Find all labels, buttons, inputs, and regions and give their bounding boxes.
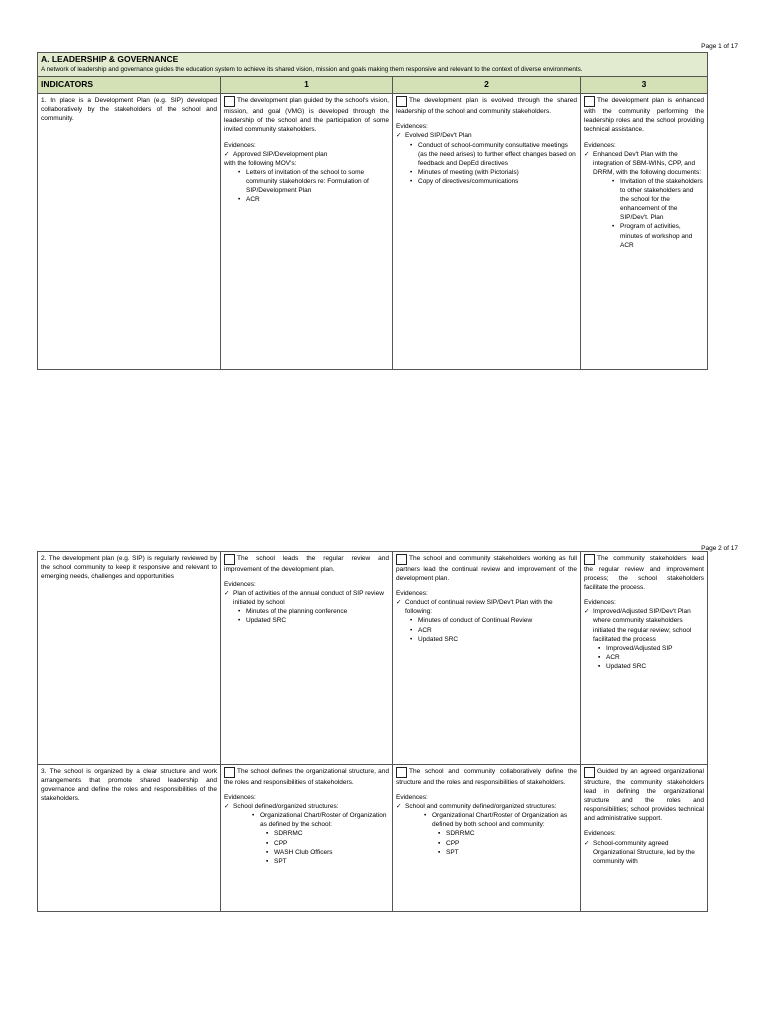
- list-item: • Minutes of conduct of Continual Review: [410, 616, 577, 625]
- checkbox[interactable]: [584, 96, 595, 107]
- checkmark-icon: ✓: [584, 839, 590, 847]
- checkbox[interactable]: [396, 96, 407, 107]
- level-description: The community stakeholders lead the regular review and improvement process; the school stakeholders facilitate the process.: [584, 555, 704, 592]
- list-item: ▪ CPP: [438, 839, 577, 848]
- evidences-label: Evidences:: [224, 794, 256, 802]
- evidence-item: ✓ School defined/organized structures:: [224, 803, 339, 811]
- level-2-cell: [393, 552, 581, 765]
- list-item: ▪ Updated SRC: [598, 662, 704, 671]
- column-header-row: [38, 77, 708, 94]
- indicators-header: INDICATORS: [38, 77, 221, 94]
- level-description: The school and community stakeholders working as full partners lead the continual review and improvement of the development plan.: [396, 555, 577, 583]
- rubric-table-page-2: [37, 551, 708, 912]
- evidences-label: Evidences:: [396, 123, 428, 131]
- evidences-label: Evidences:: [396, 590, 428, 598]
- table-row: [38, 765, 708, 912]
- evidence-item: ✓ School and community defined/organized structures:: [396, 803, 557, 811]
- list-item: ▪ Improved/Adjusted SIP: [598, 644, 704, 653]
- level-description: The development plan is evolved through the shared leadership of the school and community stakeholders.: [396, 97, 577, 116]
- list-item: • Updated SRC: [238, 616, 389, 625]
- indicator-text: 1. In place is a Development Plan (e.g. SIP) developed collaboratively by the stakeholders of the school and community.: [41, 97, 217, 123]
- evidence-item: ✓ Enhanced Dev't Plan with the integration of SBM-WINs, CPP, and DRRM, with the following documents:: [584, 150, 702, 176]
- evidence-item: ✓ Approved SIP/Development plan: [224, 150, 328, 158]
- level-3-cell: [581, 552, 708, 765]
- level-2-header: 2: [393, 77, 581, 94]
- list-item: • Organizational Chart/Roster of Organization as defined by both school and community:: [424, 811, 577, 829]
- evidences-label: Evidences:: [224, 141, 256, 149]
- evidence-item: ✓ School-community agreed Organizational Structure, led by the community with: [584, 839, 695, 865]
- checkbox[interactable]: [224, 767, 235, 778]
- list-item: ▪ SDRRMC: [438, 829, 577, 838]
- list-item: ▪ WASH Club Officers: [266, 848, 389, 857]
- evidences-label: Evidences:: [224, 581, 256, 589]
- list-item: ▪ SDRRMC: [266, 829, 389, 838]
- evidence-item: ✓ Conduct of continual review SIP/Dev't Plan with the following:: [396, 599, 553, 616]
- indicator-cell: [38, 552, 221, 765]
- level-description: Guided by an agreed organizational structure, the community stakeholders lead in defining the organizational structure and the roles and responsibilities; school provides technical and administrative support.: [584, 768, 704, 823]
- table-row: [38, 94, 708, 370]
- level-3-cell: [581, 94, 708, 370]
- page-number: Page 2 of 17: [701, 545, 738, 552]
- level-description: The school defines the organizational structure, and the roles and responsibilities of stakeholders.: [224, 768, 389, 786]
- table-row: [38, 552, 708, 765]
- checkmark-icon: ✓: [224, 150, 230, 158]
- evidence-item: ✓ Improved/Adjusted SIP/Dev't Plan where community stakeholders initiated the regular review; school facilitated the process: [584, 608, 692, 643]
- checkmark-icon: ✓: [584, 608, 590, 616]
- section-title: A. LEADERSHIP & GOVERNANCE: [41, 54, 179, 64]
- page-number: Page 1 of 17: [701, 43, 738, 50]
- list-item: ▪ CPP: [266, 839, 389, 848]
- level-1-header: 1: [221, 77, 393, 94]
- list-item: • ACR: [410, 626, 577, 635]
- evidences-label: Evidences:: [396, 794, 428, 802]
- evidences-label: Evidences:: [584, 141, 616, 149]
- level-1-cell: [221, 765, 393, 912]
- evidences-label: Evidences:: [584, 830, 616, 838]
- checkbox[interactable]: [396, 767, 407, 778]
- level-3-cell: [581, 765, 708, 912]
- checkmark-icon: ✓: [396, 803, 402, 811]
- evidences-label: Evidences:: [584, 599, 616, 607]
- list-item: ▪ SPT: [438, 848, 577, 857]
- rubric-table-page-1: [37, 52, 708, 370]
- list-item: • Letters of invitation of the school to some community stakeholders re: Formulation of SIP/Development Plan: [238, 168, 389, 195]
- checkbox[interactable]: [224, 96, 235, 107]
- list-item: • Program of activities, minutes of workshop and ACR: [612, 222, 704, 249]
- level-3-header: 3: [581, 77, 708, 94]
- list-item: • Organizational Chart/Roster of Organization as defined by the school:: [252, 811, 389, 829]
- level-description: The development plan guided by the school's vision, mission, and goal (VMG) is developed through the leadership of the school and the participation of some invited community stakeholders.: [224, 97, 389, 134]
- section-header: [38, 53, 708, 77]
- list-item: • ACR: [238, 195, 389, 204]
- level-1-cell: [221, 552, 393, 765]
- checkbox[interactable]: [224, 554, 235, 565]
- indicator-text: 3. The school is organized by a clear structure and work arrangements that promote shared leadership and governance and define the roles and responsibilities of the stakeholders.: [41, 768, 217, 803]
- indicator-cell: [38, 765, 221, 912]
- list-item: • Updated SRC: [410, 635, 577, 644]
- level-2-cell: [393, 765, 581, 912]
- checkbox[interactable]: [584, 554, 595, 565]
- checkmark-icon: ✓: [396, 132, 402, 140]
- list-item: • Conduct of school-community consultative meetings (as the need arises) to further effect changes based on feedback and DepEd directives: [410, 141, 577, 168]
- checkmark-icon: ✓: [396, 599, 402, 607]
- checkbox[interactable]: [584, 767, 595, 778]
- evidence-note: with the following MOV's:: [224, 159, 297, 167]
- evidence-item: ✓ Plan of activities of the annual conduct of SIP review initiated by school: [224, 590, 384, 607]
- list-item: • Minutes of the planning conference: [238, 607, 389, 616]
- evidence-item: ✓ Evolved SIP/Dev't Plan: [396, 132, 472, 140]
- list-item: • Invitation of the stakeholders to other stakeholders and the school for the enhancement of the SIP/Dev't. Plan: [612, 177, 704, 222]
- checkmark-icon: ✓: [224, 590, 230, 598]
- level-description: The school and community collaboratively define the structure and the roles and responsibilities of stakeholders.: [396, 768, 577, 786]
- level-2-cell: [393, 94, 581, 370]
- list-item: ▪ ACR: [598, 653, 704, 662]
- checkbox[interactable]: [396, 554, 407, 565]
- level-1-cell: [221, 94, 393, 370]
- checkmark-icon: ✓: [584, 150, 590, 158]
- checkmark-icon: ✓: [224, 803, 230, 811]
- section-description: A network of leadership and governance guides the education system to achieve its shared vision, mission and goals making them responsive and relevant to the context of diverse environments.: [41, 65, 583, 73]
- indicator-cell: [38, 94, 221, 370]
- level-description: The development plan is enhanced with the community performing the leadership roles and the school providing technical assistance.: [584, 97, 704, 134]
- list-item: ▪ SPT: [266, 857, 389, 866]
- list-item: • Minutes of meeting (with Pictorials): [410, 168, 577, 177]
- indicator-text: 2. The development plan (e.g. SIP) is regularly reviewed by the school community to keep it responsive and relevant to emerging needs, challenges and opportunities: [41, 555, 217, 581]
- list-item: • Copy of directives/communications: [410, 177, 577, 186]
- level-description: The school leads the regular review and improvement of the development plan.: [224, 555, 389, 573]
